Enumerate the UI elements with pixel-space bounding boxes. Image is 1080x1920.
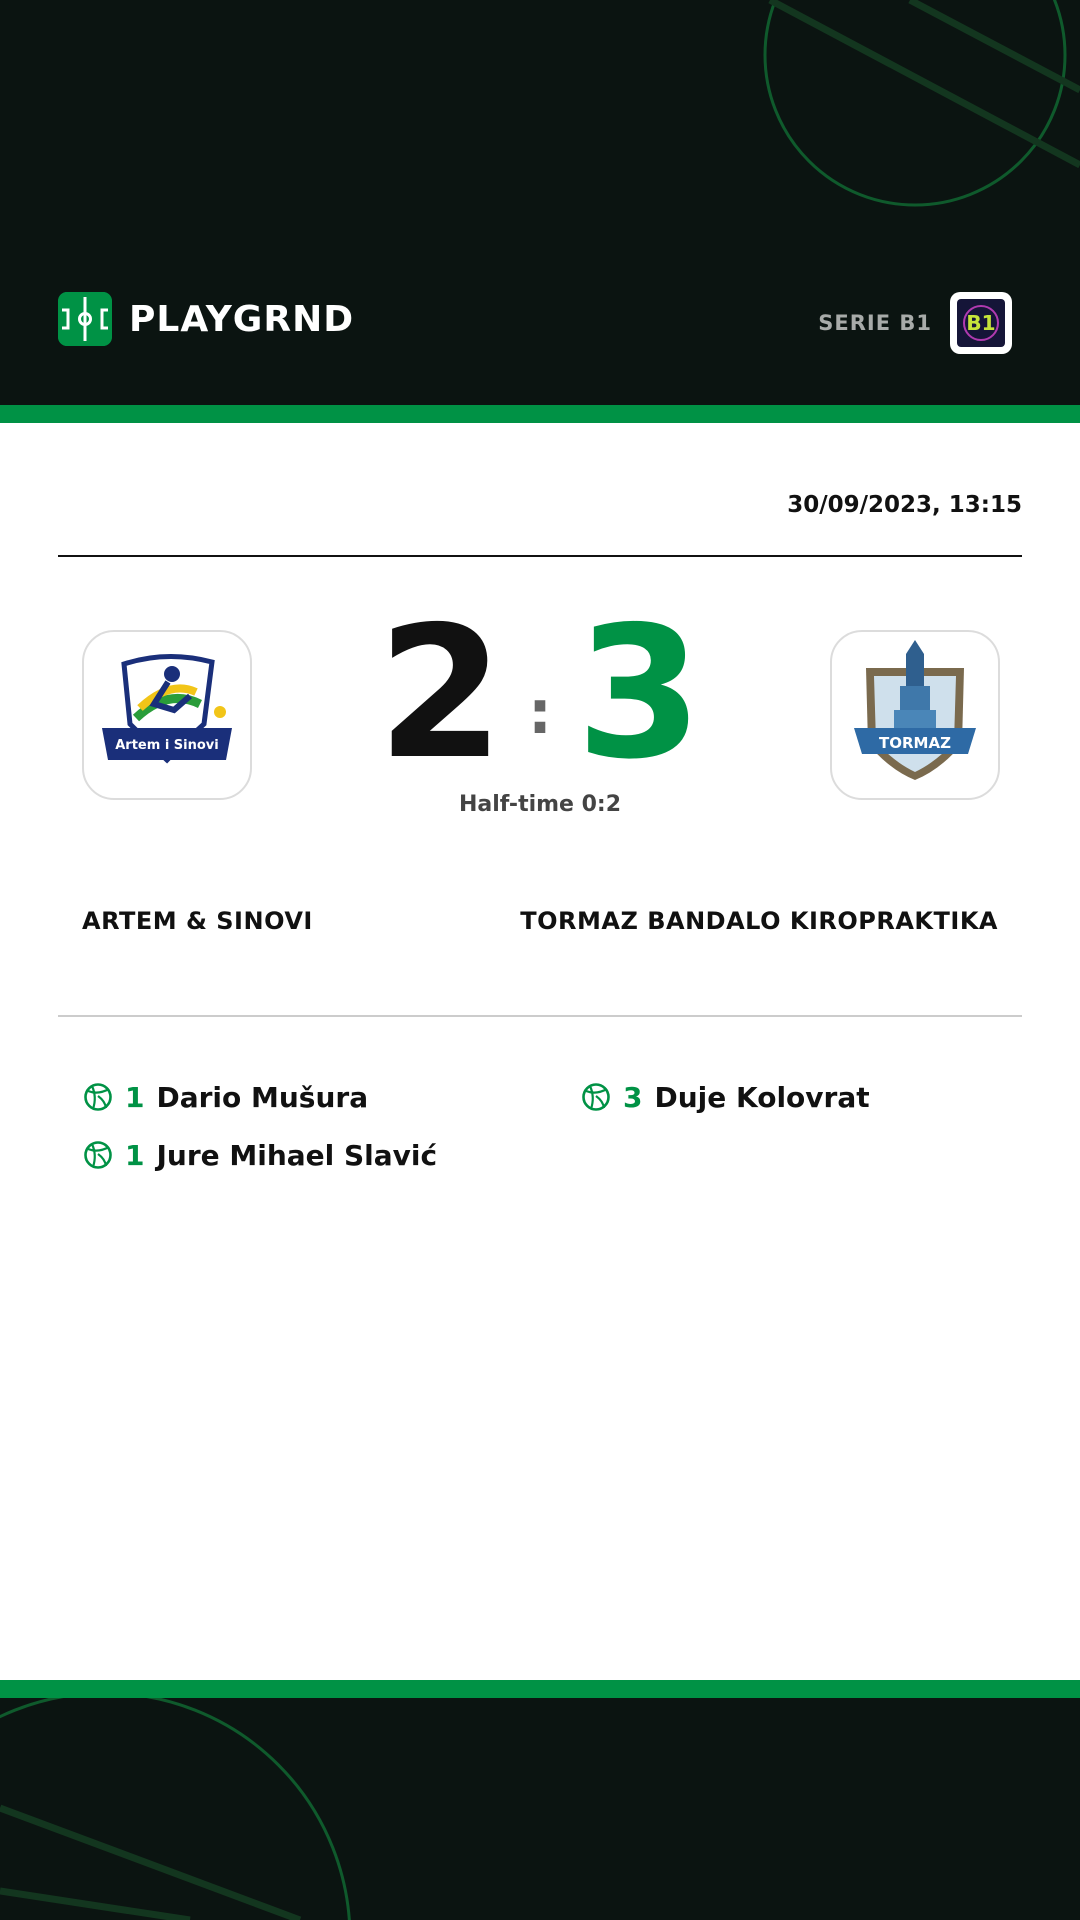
league-name: SERIE B1 bbox=[818, 311, 932, 335]
scoreboard bbox=[340, 586, 740, 799]
home-scorers-list bbox=[83, 1068, 437, 1184]
scorer-name: Jure Mihael Slavić bbox=[156, 1138, 438, 1172]
footer-stripe bbox=[0, 1680, 1080, 1698]
away-scorers-list bbox=[581, 1068, 870, 1126]
scorer-row bbox=[83, 1068, 437, 1126]
goal-count: 3 bbox=[623, 1080, 643, 1114]
league-info bbox=[818, 292, 1012, 354]
footer-band bbox=[0, 1698, 1080, 1920]
home-team-name: ARTEM & SINOVI bbox=[82, 907, 313, 935]
league-badge-label: B1 bbox=[966, 311, 996, 335]
header-stripe bbox=[0, 405, 1080, 423]
football-pitch-icon bbox=[58, 292, 112, 346]
home-team-crest bbox=[82, 630, 252, 800]
divider-light bbox=[58, 1015, 1022, 1017]
scorer-row bbox=[581, 1068, 870, 1126]
ball-icon bbox=[581, 1082, 611, 1112]
ball-icon bbox=[83, 1082, 113, 1112]
divider bbox=[58, 555, 1022, 557]
pitch-lines-decoration bbox=[0, 1698, 1080, 1920]
halftime-score: Half-time 0:2 bbox=[458, 792, 622, 817]
league-badge bbox=[950, 292, 1012, 354]
scorer-name: Duje Kolovrat bbox=[654, 1080, 870, 1114]
home-score: 2 bbox=[377, 586, 504, 799]
goal-count: 1 bbox=[125, 1138, 145, 1172]
scorer-row bbox=[83, 1126, 437, 1184]
away-team-name: TORMAZ BANDALO KIROPRAKTIKA bbox=[520, 907, 998, 935]
brand-name: PLAYGRND bbox=[129, 298, 355, 340]
scorer-name: Dario Mušura bbox=[156, 1080, 369, 1114]
ball-icon bbox=[83, 1140, 113, 1170]
league-badge-icon bbox=[957, 299, 1005, 347]
home-crest-image bbox=[84, 632, 250, 798]
goal-count: 1 bbox=[125, 1080, 145, 1114]
home-crest-label: Artem i Sinovi bbox=[115, 738, 219, 753]
away-score: 3 bbox=[576, 586, 703, 799]
away-crest-label: TORMAZ bbox=[879, 734, 951, 752]
away-crest-image bbox=[832, 632, 998, 798]
away-team-crest bbox=[830, 630, 1000, 800]
score-separator: : bbox=[528, 677, 552, 748]
brand-logo bbox=[58, 292, 354, 346]
match-datetime: 30/09/2023, 13:15 bbox=[787, 492, 1022, 518]
